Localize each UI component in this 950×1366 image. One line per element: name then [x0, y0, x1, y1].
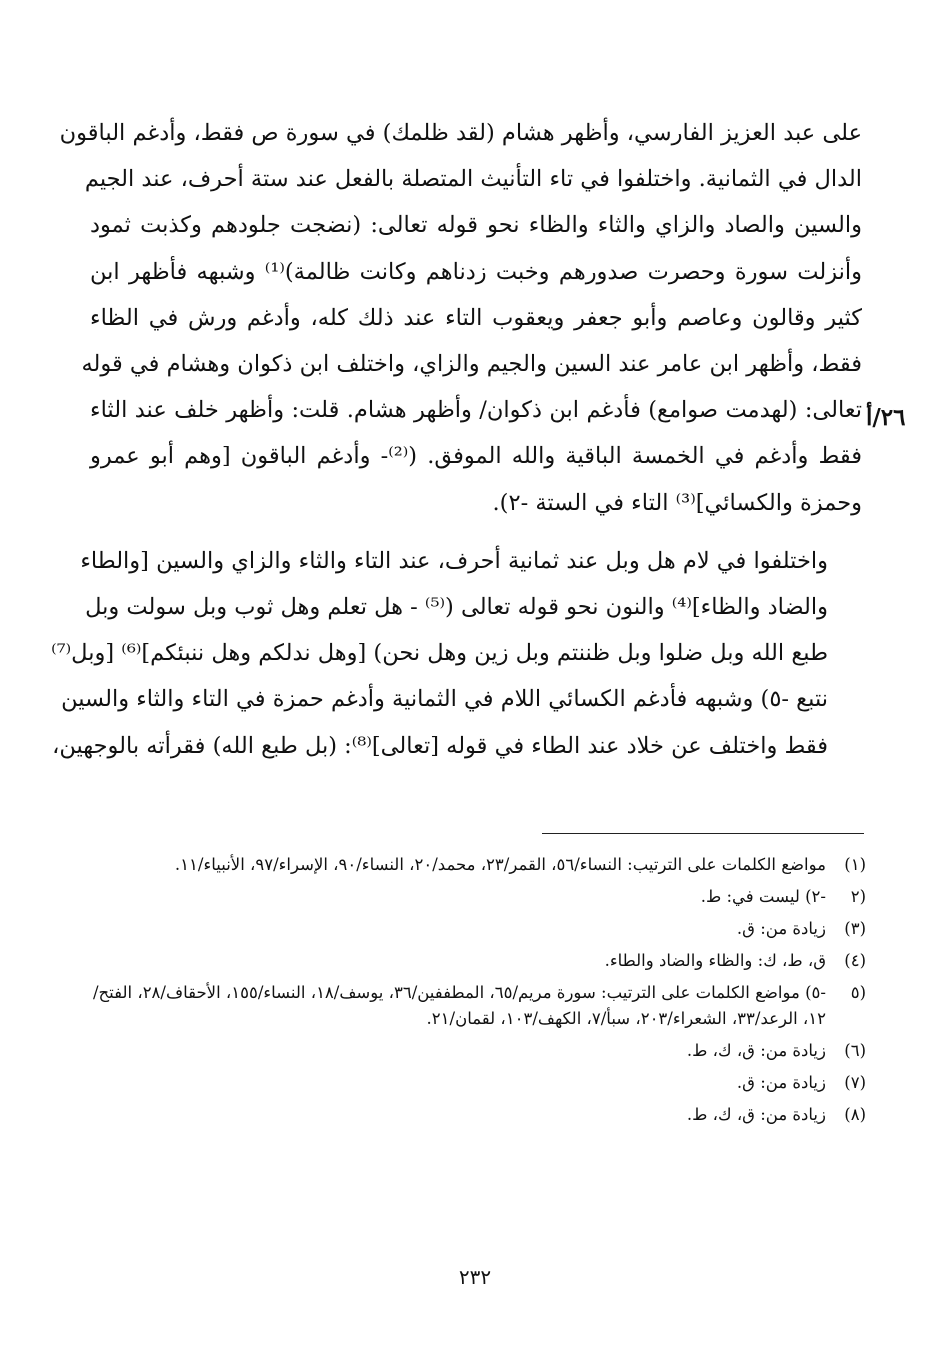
footnotes-list — [76, 852, 866, 1134]
text-line: الدال في الثمانية. واختلفوا في تاء التأنيث المتصلة بالفعل عند ستة أحرف، عند الجيم — [84, 166, 862, 193]
footnote-item — [76, 1070, 866, 1096]
footnote-number: (٢ — [850, 887, 866, 906]
footnote-number: (٣) — [844, 919, 866, 938]
footnote-text: -٥) مواضع الكلمات على الترتيب: سورة مريم/٦٥، المطففين/٣٦، يوسف/١٨، النساء/١٥٥، الأحقاف/٢٨، الفتح/١٢، الرعد/٣٣، الشعراء/٢٠٣، سبأ/٧، الكهف/١٠٣، لقمان/٢١. — [92, 983, 826, 1028]
text-line: وأنزلت سورة وحصرت صدورهم وخبت زدناهم وكانت ظالمة)⁽¹⁾ وشبهه فأظهر ابن — [90, 258, 862, 285]
footnote-text: مواضع الكلمات على الترتيب: النساء/٥٦، القمر/٢٣، محمد/٢٠، النساء/٩٠، الإسراء/٩٧، الأنبياء/١١. — [174, 855, 826, 874]
text-line: كثير وقالون وعاصم وأبو جعفر ويعقوب التاء عند ذلك كله، وأدغم ورش في الظاء — [90, 304, 862, 331]
text-line: فقط واختلف عن خلاد عند الطاء في قوله [تعالى]⁽⁸⁾: (بل طبع الله) فقرأته بالوجهين، — [52, 732, 828, 759]
footnote-number: (٧) — [844, 1073, 866, 1092]
footnote-item — [76, 916, 866, 942]
footnote-item — [76, 884, 866, 910]
footnote-item — [76, 1038, 866, 1064]
folio-margin-note: ٢٦/أ — [866, 404, 906, 431]
footnote-text: -٢) ليست في: ط. — [700, 887, 826, 906]
text-line: والسين والصاد والزاي والثاء والظاء نحو قوله تعالى: (نضجت جلودهم وكذبت ثمود — [90, 212, 862, 239]
footnote-text: ق، ط، ك: والظاء والضاد والطاء. — [604, 951, 826, 970]
footnote-number: (٥ — [850, 983, 866, 1002]
text-line: والضاد والظاء]⁽⁴⁾ والنون نحو قوله تعالى (⁽⁵⁾ - هل تعلم وهل ثوب وبل سولت وبل — [85, 594, 828, 621]
footnote-number: (٦) — [844, 1041, 866, 1060]
text-line: وحمزة والكسائي]⁽³⁾ التاء في الستة -٢). — [492, 489, 862, 516]
text-line: فقط، وأظهر ابن عامر عند السين والجيم والزاي، واختلف ابن ذكوان وهشام في قوله — [81, 351, 862, 378]
footnote-text: زيادة من: ق. — [736, 1073, 826, 1092]
text-line: نتبع -٥) وشبهه فأدغم الكسائي اللام في الثمانية وأدغم حمزة في التاء والثاء والسين — [61, 686, 828, 713]
footnote-number: (١) — [844, 855, 866, 874]
footnote-item — [76, 980, 866, 1032]
page-number: ٢٣٢ — [458, 1265, 492, 1289]
footnote-number: (٤) — [844, 951, 866, 970]
footnote-number: (٨) — [844, 1105, 866, 1124]
footnote-item — [76, 1102, 866, 1128]
footnote-divider — [542, 833, 864, 834]
paragraph-2 — [51, 538, 862, 769]
text-line: واختلفوا في لام هل وبل عند ثمانية أحرف، عند التاء والثاء والزاي والسين [والطاء — [80, 547, 828, 574]
text-line: تعالى: (لهدمت صوامع) فأدغم ابن ذكوان/ وأظهر هشام. قلت: وأظهر خلف عند الثاء — [90, 397, 862, 424]
main-text — [51, 110, 862, 769]
footnote-text: زيادة من: ق، ك، ط. — [686, 1041, 826, 1060]
text-line: طبع الله وبل ضلوا وبل ظننتم وبل زين وهل نحن) [وهل ندلكم وهل ننبئكم]⁽⁶⁾ [وبل⁽⁷⁾ — [51, 640, 828, 667]
paragraph-1 — [59, 110, 862, 526]
footnote-item — [76, 852, 866, 878]
footnote-text: زيادة من: ق، ك، ط. — [686, 1105, 826, 1124]
text-line: فقط وأدغم في الخمسة الباقية والله الموفق. (⁽²⁾- وأدغم الباقون [وهم أبو عمرو — [90, 443, 862, 470]
text-line: على عبد العزيز الفارسي، وأظهر هشام (لقد ظلمك) في سورة ص فقط، وأدغم الباقون — [59, 120, 862, 146]
footnote-text: زيادة من: ق. — [736, 919, 826, 938]
footnote-item — [76, 948, 866, 974]
